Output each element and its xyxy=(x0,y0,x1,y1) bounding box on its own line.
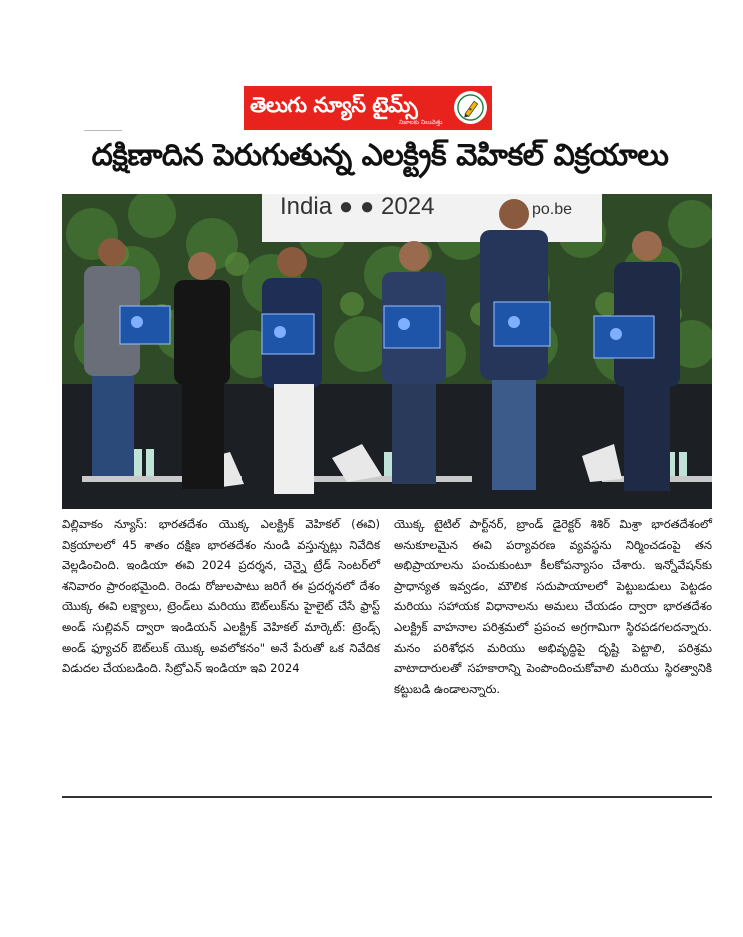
masthead xyxy=(244,86,492,130)
pen-nib-icon xyxy=(454,91,487,124)
photo-backdrop-text: India ● ● 2024 xyxy=(280,194,435,220)
article-column-1 xyxy=(62,514,380,699)
divider xyxy=(84,130,122,131)
article-paragraph: విల్లివాకం న్యూస్: భారతదేశం యొక్క ఎలక్ట్రిక్ వెహికల్ (ఈవి) విక్రయాలలో 45 శాతం దక్షిణ భారతదేశం నుండి వస్తున్నట్లు నివేదిక వెల్లడించింది. ఇండియా ఈవి 2024 ప్రదర్శన, చెన్నై ట్రేడ్ సెంటర్‌లో శనివారం ప్రారంభమైంది. రెండు రోజులపాటు జరిగే ఈ ప్రదర్శనలో దేశం యొక్క ఈవి లక్ష్యాలు, ట్రెండ్‌లు మరియు ఔట్‌లుక్‌ను హైలైట్ చేసే ఫ్రాస్ట్ అండ్ సుల్లివన్ ద్వారా ఇండియన్ ఎలక్ట్రిక్ వెహికల్ మార్కెట్: ట్రెండ్స్ అండ్ ఫ్యూచర్ ఔట్‌లుక్ యొక్క అవలోకనం" అనే పేరుతో ఒక నివేదిక విడుదల చేయబడింది. సిట్రోఎన్ ఇండియా ఇవి 2024 xyxy=(62,517,380,676)
masthead-title: తెలుగు న్యూస్ టైమ్స్ xyxy=(250,93,418,117)
article-body xyxy=(62,514,712,699)
article-paragraph: యొక్క టైటిల్ పార్ట్‌నర్, బ్రాండ్ డైరెక్టర్ శిశిర్ మిశ్రా భారతదేశంలో అనుకూలమైన ఈవి పర్యావరణ వ్యవస్థను నిర్మించడంపై తన అభిప్రాయాలను పంచుకుంటూ కీలకోపన్యాసం చేశారు. ఇన్నోవేషన్‌కు ప్రాధాన్యత ఇవ్వడం, మౌలిక సదుపాయాలలో పెట్టుబడులు పెట్టడం మరియు సహాయక విధానాలను అమలు చేయడం ద్వారా భారతదేశం ఎలక్ట్రిక్ వాహనాల పరిశ్రమలో ప్రపంచ అగ్రగామిగా స్థిరపడగలదన్నారు. మనం పరిశోధన మరియు అభివృద్ధిపై దృష్టి పెట్టాలి, పరిశ్రమ వాటాదారులతో సహకారాన్ని పెంపొందించుకోవాలి మరియు స్థిరత్వానికి కట్టుబడి ఉండాలన్నారు. xyxy=(394,517,712,696)
headline: దక్షిణాదిన పెరుగుతున్న ఎలక్ట్రిక్ వెహికల్ విక్రయాలు xyxy=(91,138,669,173)
bottom-divider xyxy=(62,796,712,798)
article-column-2 xyxy=(394,514,712,699)
news-photo xyxy=(62,194,712,509)
photo-backdrop-text-right: po.be xyxy=(532,201,573,218)
masthead-tagline: నిజాలకు నిలువెత్తు xyxy=(399,119,443,126)
